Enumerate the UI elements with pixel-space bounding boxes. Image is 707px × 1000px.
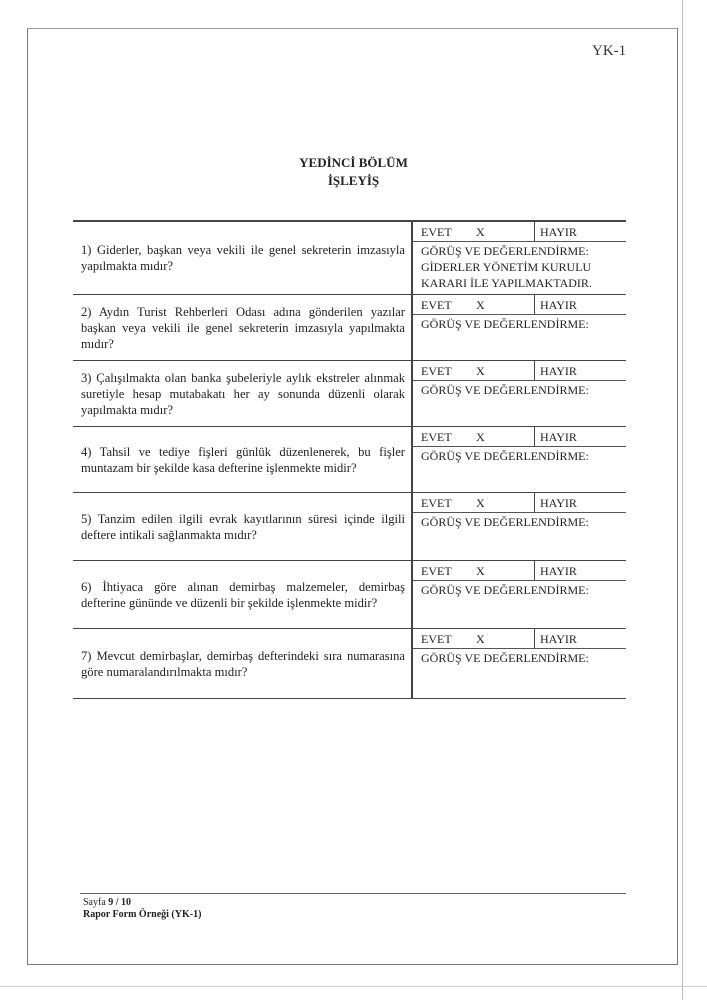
opinion-block	[421, 514, 622, 530]
question-text: 6) İhtiyaca göre alınan demirbaş malzemeler, demirbaş defterine gününde ve düzenli bir şekilde işlenmekte midir?	[81, 579, 405, 610]
yes-label: EVET	[421, 225, 452, 239]
opinion-label: GÖRÜŞ VE DEĞERLENDİRME:	[421, 244, 589, 258]
yes-no-row	[413, 495, 626, 513]
yes-no-divider	[534, 629, 535, 648]
question-row	[73, 222, 626, 295]
question-text: 4) Tahsil ve tediye fişleri günlük düzenlenerek, bu fişler muntazam bir şekilde kasa defterine işlenmekte midir?	[81, 444, 405, 475]
question-text: 1) Giderler, başkan veya vekili ile genel sekreterin imzasıyla yapılmakta mıdır?	[81, 243, 405, 273]
yes-label: EVET	[421, 364, 452, 378]
yes-no-divider	[534, 561, 535, 580]
question-cell	[73, 295, 413, 360]
question-cell	[73, 361, 413, 426]
opinion-label: GÖRÜŞ VE DEĞERLENDİRME:	[421, 651, 589, 665]
yes-no-divider	[534, 361, 535, 380]
yes-no-row	[413, 224, 626, 242]
footer-page-number	[83, 897, 131, 908]
question-cell	[73, 493, 413, 560]
yes-no-divider	[534, 493, 535, 512]
yes-label: EVET	[421, 496, 452, 510]
opinion-label: GÖRÜŞ VE DEĞERLENDİRME:	[421, 317, 589, 331]
yes-check-mark: X	[476, 364, 485, 378]
question-row	[73, 561, 626, 629]
question-text: 3) Çalışılmakta olan banka şubeleriyle aylık ekstreler alınmak suretiyle hesap mutabakatı her ay sonunda düzenli olarak yapılmakta mıdır?	[81, 370, 405, 417]
yes-no-row	[413, 429, 626, 447]
answer-cell	[413, 427, 626, 492]
yes-label: EVET	[421, 298, 452, 312]
scan-edge-bottom	[0, 986, 707, 987]
yes-check-mark: X	[476, 225, 485, 239]
opinion-answer: GİDERLER YÖNETİM KURULU KARARI İLE YAPILMAKTADIR.	[421, 260, 592, 290]
yes-no-row	[413, 563, 626, 581]
yes-check-mark: X	[476, 632, 485, 646]
no-label: HAYIR	[540, 364, 577, 378]
no-label: HAYIR	[540, 564, 577, 578]
section-title: YEDİNCİ BÖLÜM	[299, 155, 408, 170]
question-row	[73, 493, 626, 561]
opinion-block	[421, 243, 622, 291]
yes-no-row	[413, 631, 626, 649]
question-text: 2) Aydın Turist Rehberleri Odası adına gönderilen yazılar başkan veya vekili ile genel sekreterin imzasıyla yapılmakta mıdır?	[81, 304, 405, 351]
no-label: HAYIR	[540, 298, 577, 312]
footer-page-value: 9 / 10	[108, 897, 132, 908]
answer-cell	[413, 222, 626, 294]
answer-cell	[413, 295, 626, 360]
answer-cell	[413, 629, 626, 699]
question-cell	[73, 222, 413, 294]
question-cell	[73, 561, 413, 628]
page-code: YK-1	[592, 43, 627, 59]
question-text: 5) Tanzim edilen ilgili evrak kayıtlarının süresi içinde ilgili deftere intikali sağlanmakta mıdır?	[81, 511, 405, 542]
no-label: HAYIR	[540, 430, 577, 444]
yes-no-divider	[534, 222, 535, 241]
yes-no-row	[413, 297, 626, 315]
opinion-label: GÖRÜŞ VE DEĞERLENDİRME:	[421, 449, 589, 463]
question-cell	[73, 427, 413, 492]
question-row	[73, 361, 626, 427]
question-cell	[73, 629, 413, 699]
yes-check-mark: X	[476, 298, 485, 312]
no-label: HAYIR	[540, 496, 577, 510]
opinion-label: GÖRÜŞ VE DEĞERLENDİRME:	[421, 583, 589, 597]
question-row	[73, 629, 626, 699]
opinion-label: GÖRÜŞ VE DEĞERLENDİRME:	[421, 383, 589, 397]
opinion-label: GÖRÜŞ VE DEĞERLENDİRME:	[421, 515, 589, 529]
yes-no-row	[413, 363, 626, 381]
yes-label: EVET	[421, 632, 452, 646]
scan-edge-right	[682, 0, 683, 1000]
yes-check-mark: X	[476, 496, 485, 510]
answer-cell	[413, 561, 626, 628]
answer-cell	[413, 493, 626, 560]
section-subtitle: İŞLEYİŞ	[327, 173, 380, 188]
footer-page-label: Sayfa	[83, 897, 109, 908]
question-text: 7) Mevcut demirbaşlar, demirbaş defterindeki sıra numarasına göre numaralandırılmakta mıdır?	[81, 649, 405, 679]
opinion-block	[421, 650, 622, 666]
no-label: HAYIR	[540, 632, 577, 646]
opinion-block	[421, 382, 622, 398]
opinion-block	[421, 316, 622, 332]
opinion-block	[421, 582, 622, 598]
question-row	[73, 295, 626, 361]
answer-cell	[413, 361, 626, 426]
yes-label: EVET	[421, 564, 452, 578]
question-table	[73, 220, 626, 699]
yes-no-divider	[534, 295, 535, 314]
no-label: HAYIR	[540, 225, 577, 239]
footer-rule	[80, 893, 626, 894]
yes-check-mark: X	[476, 564, 485, 578]
footer-form-name: Rapor Form Örneği (YK-1)	[83, 909, 202, 920]
opinion-block	[421, 448, 622, 464]
question-row	[73, 427, 626, 493]
yes-check-mark: X	[476, 430, 485, 444]
yes-label: EVET	[421, 430, 452, 444]
yes-no-divider	[534, 427, 535, 446]
